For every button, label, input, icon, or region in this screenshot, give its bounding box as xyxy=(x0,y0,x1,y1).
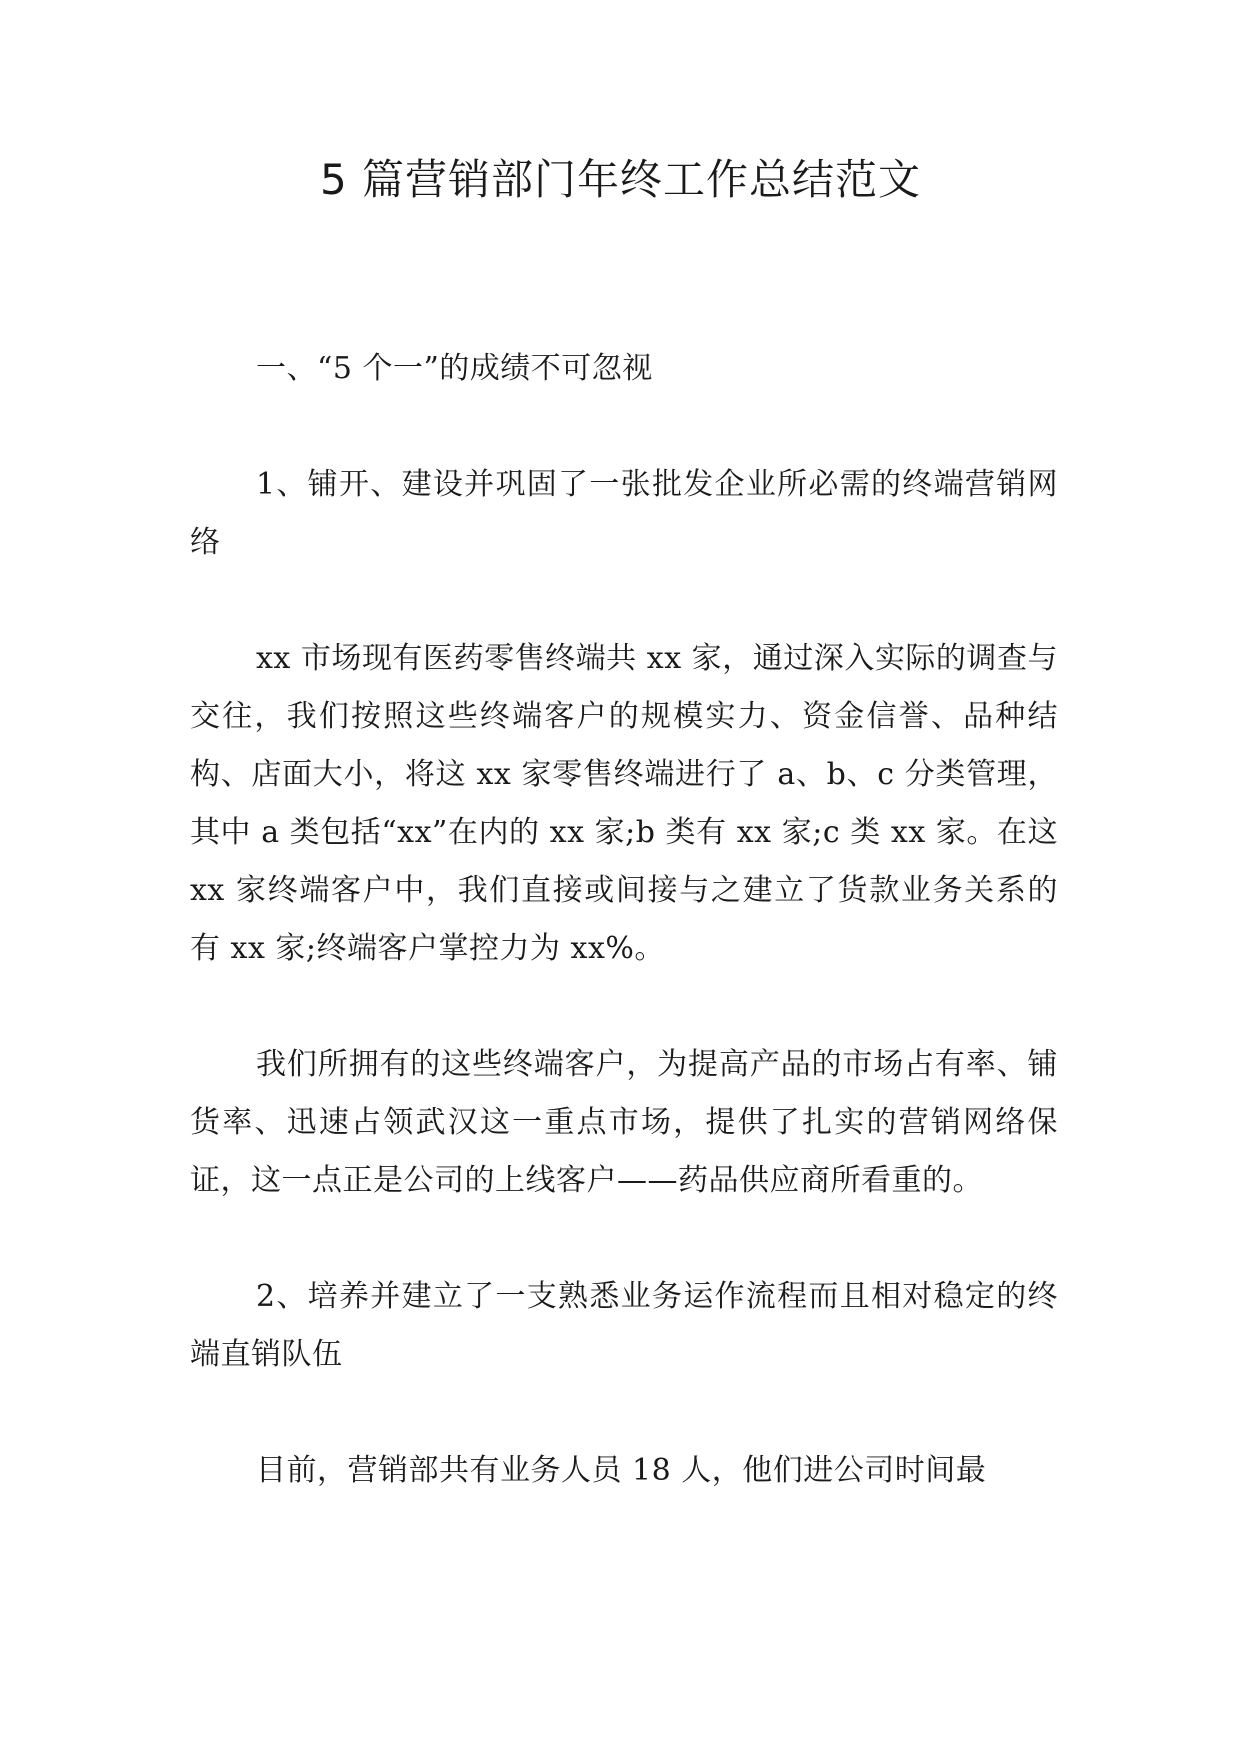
body-paragraph: 我们所拥有的这些终端客户，为提高产品的市场占有率、铺货率、迅速占领武汉这一重点市场，提供了扎实的营销网络保证，这一点正是公司的上线客户——药品供应商所看重的。 xyxy=(190,1047,1058,1198)
section-heading: 一、“5 个一”的成绩不可忽视 xyxy=(256,351,653,386)
body-paragraph: 目前，营销部共有业务人员 18 人，他们进公司时间最 xyxy=(256,1453,987,1488)
subsection-heading: 2、培养并建立了一支熟悉业务运作流程而且相对稳定的终端直销队伍 xyxy=(190,1279,1058,1372)
document-body xyxy=(190,340,1058,1558)
subsection-heading: 1、铺开、建设并巩固了一张批发企业所必需的终端营销网络 xyxy=(190,467,1058,560)
body-paragraph: xx 市场现有医药零售终端共 xx 家，通过深入实际的调查与交往，我们按照这些终端客户的规模实力、资金信誉、品种结构、店面大小，将这 xx 家零售终端进行了 a、b、c 分类管理，其中 a 类包括“xx”在内的 xx 家;b 类有 xx 家;c 类 xx 家。在这 xx 家终端客户中，我们直接或间接与之建立了货款业务关系的有 xx 家;终端客户掌控力为 xx%。 xyxy=(190,641,1058,966)
document-title: 5 篇营销部门年终工作总结范文 xyxy=(319,155,922,204)
